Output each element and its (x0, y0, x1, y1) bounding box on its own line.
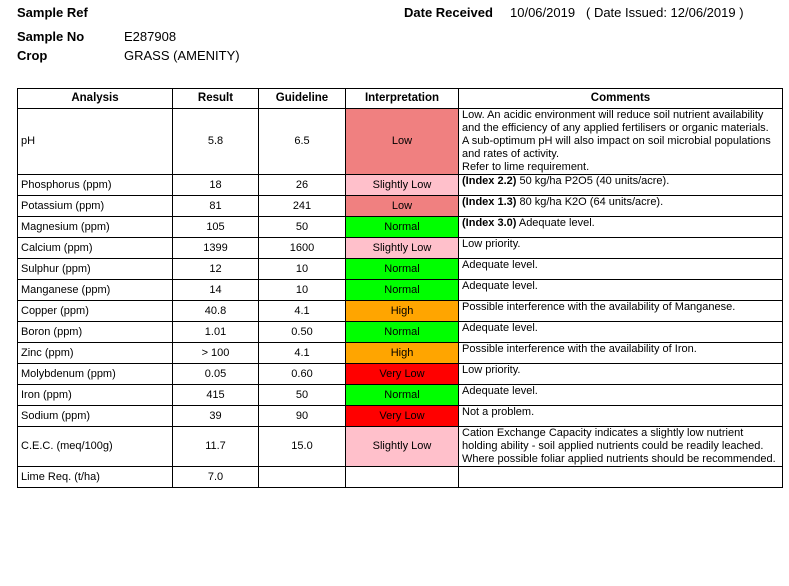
interpretation-cell: Normal (346, 385, 459, 406)
guideline-cell: 26 (259, 175, 346, 196)
table-row (18, 175, 783, 196)
date-issued-text: ( Date Issued: 12/06/2019 ) (586, 5, 744, 20)
analysis-cell: Copper (ppm) (18, 301, 173, 322)
analysis-cell: C.E.C. (meq/100g) (18, 427, 173, 467)
guideline-cell: 6.5 (259, 109, 346, 175)
comment-cell (459, 280, 783, 301)
col-header-analysis: Analysis (18, 89, 173, 109)
comment-text: Adequate level. (462, 259, 538, 271)
comment-text: Low priority. (462, 238, 521, 250)
result-cell: > 100 (173, 343, 259, 364)
result-cell: 18 (173, 175, 259, 196)
analysis-cell: Calcium (ppm) (18, 238, 173, 259)
result-cell: 105 (173, 217, 259, 238)
table-row (18, 406, 783, 427)
interpretation-cell: Very Low (346, 406, 459, 427)
table-header-row (18, 89, 783, 109)
interpretation-cell: Slightly Low (346, 175, 459, 196)
analysis-cell: Iron (ppm) (18, 385, 173, 406)
analysis-cell: Boron (ppm) (18, 322, 173, 343)
guideline-cell (259, 467, 346, 488)
table-row (18, 196, 783, 217)
table-row (18, 280, 783, 301)
comment-cell (459, 238, 783, 259)
comment-text: Cation Exchange Capacity indicates a slightly low nutrient holding ability - soil applied nutrients could be readily leached. Where possible foliar applied nutrients should be recommended. (462, 427, 776, 465)
guideline-cell: 10 (259, 280, 346, 301)
table-row (18, 385, 783, 406)
analysis-cell: Sodium (ppm) (18, 406, 173, 427)
date-received-value: 10/06/2019 (510, 5, 576, 20)
interpretation-cell: Normal (346, 217, 459, 238)
guideline-cell: 15.0 (259, 427, 346, 467)
comment-cell (459, 467, 783, 488)
analysis-cell: Potassium (ppm) (18, 196, 173, 217)
col-header-comments: Comments (459, 89, 783, 109)
sample-ref-label: Sample Ref (17, 5, 88, 20)
result-cell: 14 (173, 280, 259, 301)
comment-text: Low. An acidic environment will reduce soil nutrient availability and the efficiency of any applied fertilisers or organic materials. A sub-optimum pH will also impact on soil microbial populations and rates of activity. Refer to lime requirement. (462, 109, 771, 173)
result-cell: 12 (173, 259, 259, 280)
comment-text: Adequate level. (462, 322, 538, 334)
comment-text: Not a problem. (462, 406, 535, 418)
analysis-cell: Zinc (ppm) (18, 343, 173, 364)
interpretation-cell: Normal (346, 322, 459, 343)
analysis-cell: Phosphorus (ppm) (18, 175, 173, 196)
interpretation-cell: Normal (346, 259, 459, 280)
guideline-cell: 1600 (259, 238, 346, 259)
comment-cell (459, 343, 783, 364)
comment-cell (459, 406, 783, 427)
table-row (18, 301, 783, 322)
comment-text: Low priority. (462, 364, 521, 376)
analysis-cell: Manganese (ppm) (18, 280, 173, 301)
crop-label: Crop (17, 48, 48, 63)
table-row (18, 322, 783, 343)
sample-no-value: E287908 (124, 29, 177, 44)
comment-text: Possible interference with the availability of Iron. (462, 343, 697, 355)
result-cell: 1399 (173, 238, 259, 259)
comment-index: (Index 1.3) (462, 196, 517, 208)
result-cell: 5.8 (173, 109, 259, 175)
comment-text: Adequate level. (462, 385, 538, 397)
comment-cell (459, 385, 783, 406)
comment-text: Adequate level. (516, 217, 595, 229)
comment-cell (459, 175, 783, 196)
interpretation-cell: Slightly Low (346, 238, 459, 259)
result-cell: 81 (173, 196, 259, 217)
comment-cell (459, 301, 783, 322)
comment-cell (459, 259, 783, 280)
guideline-cell: 50 (259, 217, 346, 238)
table-row (18, 217, 783, 238)
interpretation-cell: High (346, 343, 459, 364)
guideline-cell: 90 (259, 406, 346, 427)
result-cell: 40.8 (173, 301, 259, 322)
result-cell: 415 (173, 385, 259, 406)
table-row (18, 109, 783, 175)
result-cell: 11.7 (173, 427, 259, 467)
result-cell: 1.01 (173, 322, 259, 343)
comment-cell (459, 364, 783, 385)
interpretation-cell: Normal (346, 280, 459, 301)
table-row (18, 364, 783, 385)
analysis-cell: Lime Req. (t/ha) (18, 467, 173, 488)
guideline-cell: 4.1 (259, 301, 346, 322)
comment-cell (459, 196, 783, 217)
results-table (17, 88, 783, 488)
comment-cell (459, 217, 783, 238)
col-header-interpretation: Interpretation (346, 89, 459, 109)
analysis-cell: Sulphur (ppm) (18, 259, 173, 280)
guideline-cell: 4.1 (259, 343, 346, 364)
guideline-cell: 50 (259, 385, 346, 406)
interpretation-cell (346, 467, 459, 488)
analysis-cell: Magnesium (ppm) (18, 217, 173, 238)
interpretation-cell: Low (346, 196, 459, 217)
guideline-cell: 0.50 (259, 322, 346, 343)
guideline-cell: 241 (259, 196, 346, 217)
col-header-result: Result (173, 89, 259, 109)
table-row (18, 238, 783, 259)
guideline-cell: 10 (259, 259, 346, 280)
interpretation-cell: High (346, 301, 459, 322)
analysis-cell: pH (18, 109, 173, 175)
table-row (18, 467, 783, 488)
comment-cell (459, 109, 783, 175)
comment-index: (Index 2.2) (462, 175, 517, 187)
comment-index: (Index 3.0) (462, 217, 517, 229)
comment-text: 80 kg/ha K2O (64 units/acre). (516, 196, 664, 208)
col-header-guideline: Guideline (259, 89, 346, 109)
comment-cell (459, 322, 783, 343)
result-cell: 39 (173, 406, 259, 427)
comment-text: 50 kg/ha P2O5 (40 units/acre). (516, 175, 670, 187)
sample-no-label: Sample No (17, 29, 85, 44)
analysis-cell: Molybdenum (ppm) (18, 364, 173, 385)
result-cell: 7.0 (173, 467, 259, 488)
table-row (18, 343, 783, 364)
interpretation-cell: Very Low (346, 364, 459, 385)
comment-cell (459, 427, 783, 467)
result-cell: 0.05 (173, 364, 259, 385)
interpretation-cell: Low (346, 109, 459, 175)
guideline-cell: 0.60 (259, 364, 346, 385)
table-row (18, 259, 783, 280)
comment-text: Adequate level. (462, 280, 538, 292)
comment-text: Possible interference with the availability of Manganese. (462, 301, 736, 313)
crop-value: GRASS (AMENITY) (124, 48, 240, 63)
interpretation-cell: Slightly Low (346, 427, 459, 467)
date-received-label: Date Received (404, 5, 493, 20)
table-row (18, 427, 783, 467)
